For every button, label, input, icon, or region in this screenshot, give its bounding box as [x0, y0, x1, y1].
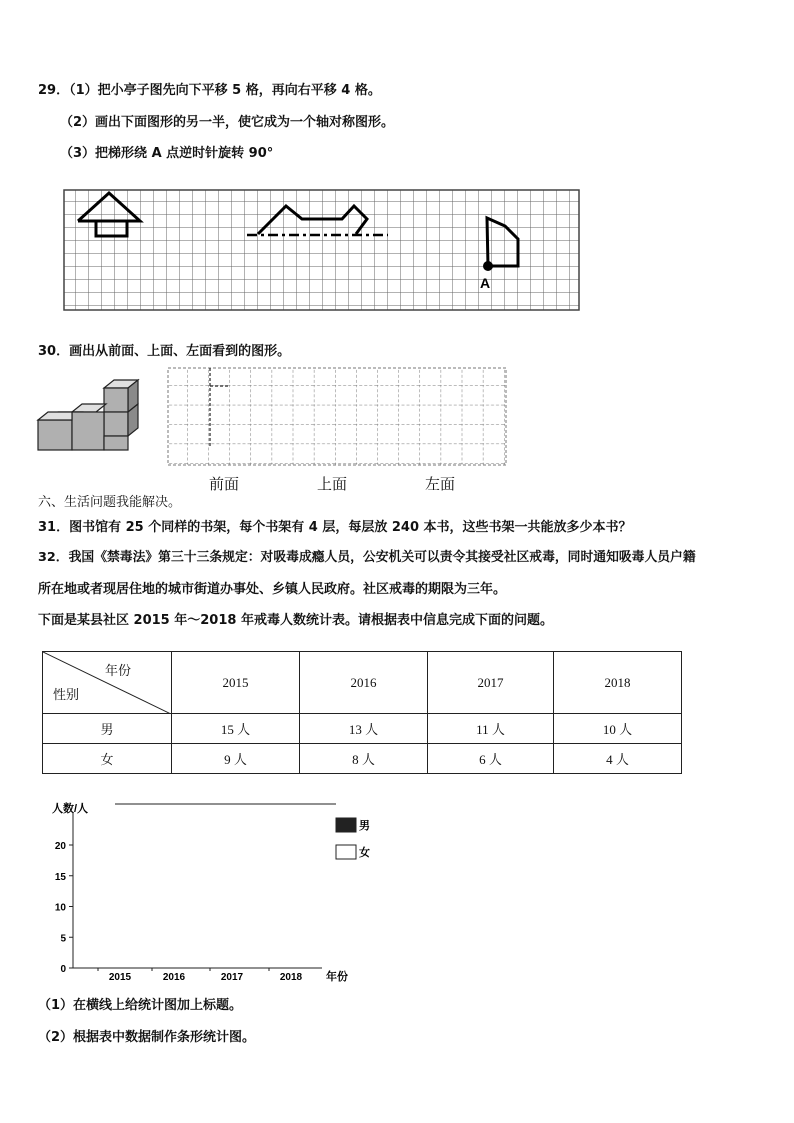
header-year: 2018: [553, 652, 681, 714]
view-label-front: 前面: [209, 475, 240, 493]
x-tick-label: 2018: [279, 972, 303, 983]
q30-line: 30．画出从前面、上面、左面看到的图形。: [38, 344, 291, 359]
table-cell: 15 人: [172, 714, 300, 744]
legend-label: 女: [359, 846, 370, 859]
corner-label-gender: 性别: [53, 687, 80, 702]
header-year: 2016: [300, 652, 428, 714]
q29-line1: 29．（1）把小亭子图先向下平移 5 格，再向右平移 4 格。: [38, 83, 381, 98]
q32-line3: 下面是某县社区 2015 年～2018 年戒毒人数统计表。请根据表中信息完成下面的问题。: [38, 613, 553, 628]
row-label-male: 男: [43, 714, 172, 744]
y-axis-label: 人数/人: [52, 803, 89, 815]
x-tick-label: 2016: [162, 972, 186, 983]
y-tick-label: 15: [54, 871, 66, 883]
q29-line2: （2）画出下面图形的另一半，使它成为一个轴对称图形。: [60, 115, 395, 130]
table-cell: 8 人: [300, 744, 428, 774]
y-tick-label: 5: [60, 933, 66, 945]
q29-grid-figure: [62, 188, 582, 314]
point-a-label: A: [480, 275, 491, 291]
y-tick-label: 10: [54, 902, 66, 914]
statistics-table: [42, 651, 682, 774]
table-cell: 10 人: [553, 714, 681, 744]
table-cell: 9 人: [172, 744, 300, 774]
table-cell: 6 人: [428, 744, 554, 774]
point-a: [483, 261, 493, 271]
y-tick-label: 0: [60, 964, 66, 975]
x-tick-label: 2017: [220, 972, 244, 983]
legend-swatch: [336, 845, 356, 859]
grid-paper: [64, 190, 579, 310]
y-tick-label: 20: [54, 841, 66, 852]
q29-line3: （3）把梯形绕 A 点逆时针旋转 90°: [60, 146, 274, 161]
view-drawing-grid: [166, 366, 508, 466]
table-cell: 4 人: [553, 744, 681, 774]
x-axis-label: 年份: [326, 971, 348, 983]
corner-label-year: 年份: [104, 663, 131, 678]
table-corner-cell: [43, 652, 172, 714]
table-cell: 11 人: [428, 714, 554, 744]
x-tick-label: 2015: [108, 972, 132, 983]
q31-text: 31．图书馆有 25 个同样的书架，每个书架有 4 层，每层放 240 本书，这些书架一共能放多少本书？: [38, 520, 632, 535]
q32-line1: 32．我国《禁毒法》第三十三条规定：对吸毒成瘾人员，公安机关可以责令其接受社区戒毒，同时通知吸毒人员户籍: [38, 550, 696, 565]
legend-label: 男: [359, 819, 370, 832]
sub-question-2: （2）根据表中数据制作条形统计图。: [38, 1030, 256, 1045]
header-year: 2015: [172, 652, 300, 714]
table-cell: 13 人: [300, 714, 428, 744]
section-6-heading: 六、生活问题我能解决。: [38, 495, 182, 510]
sub-question-1: （1）在横线上给统计图加上标题。: [38, 998, 243, 1013]
row-label-female: 女: [43, 744, 172, 774]
cube-stack-figure: [36, 376, 140, 454]
view-label-top: 上面: [317, 475, 348, 493]
legend-swatch: [336, 818, 356, 832]
q32-line2: 所在地或者现居住地的城市街道办事处、乡镇人民政府。社区戒毒的期限为三年。: [38, 582, 507, 597]
view-label-left: 左面: [425, 475, 456, 493]
bar-chart: [30, 790, 390, 990]
header-year: 2017: [428, 652, 554, 714]
